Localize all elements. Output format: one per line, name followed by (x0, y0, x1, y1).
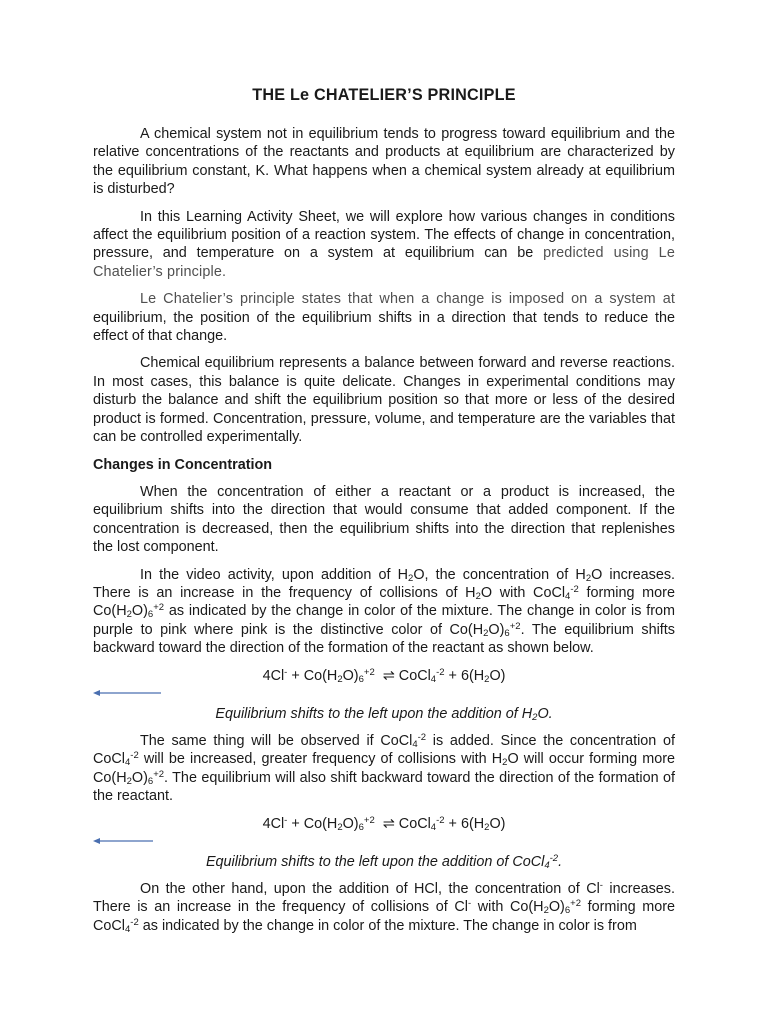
paragraph-principle-statement (93, 290, 675, 345)
left-arrow-icon (93, 837, 155, 845)
left-arrow-icon (93, 689, 163, 697)
paragraph-cocl4-added: The same thing will be observed if CoCl$_4^{-2}$ is added. Since the concentration of CoCl$_4^{-2}$ will be increased, greater frequency of collisions with $H_2O$ will occur forming more $Co(H_2O)_6^{+2}$. The equilibrium will also shift backward toward the direction of the formation of the reactant. (93, 731, 675, 805)
section-heading-concentration: Changes in Concentration (93, 456, 273, 473)
equation-caption-2 (93, 853, 675, 871)
equation-caption-1 (93, 705, 675, 723)
paragraph-learning-activity-text: In this Learning Activity Sheet, we will explore how various changes in conditions affect the equilibrium position of a reaction system. The effects of change in concentration, pressure, and temperature on a system at equilibrium can be (93, 208, 675, 262)
paragraph-intro: A chemical system not in equilibrium tends to progress toward equilibrium and the relative concentrations of the reactants and products at equilibrium are characterized by the equilibrium constant, K. What happens when a chemical system already at equilibrium is disturbed? (93, 126, 675, 198)
equation-caption-2-text: Equilibrium shifts to the left upon the addition of CoCl (205, 853, 545, 870)
equation-caption-2-subscript: 4 (544, 859, 550, 871)
equation-block-2 (93, 815, 675, 871)
paragraph-chemical-equilibrium: Chemical equilibrium represents a balance between forward and reverse reactions. In most cases, this balance is quite delicate. Changes in experimental conditions may disturb the balance and shift the equilibrium position so that more or less of the desired product is formed. Concentration, pressure, volume, and temperature are the variables that can be controlled experimentally. (93, 355, 675, 446)
paragraph-learning-activity-light-text: predicted using Le Chatelier’s principle. (93, 245, 675, 280)
equation-caption-2-end: . (558, 853, 563, 870)
equation-caption-1-end: O. (537, 705, 553, 722)
document-page (93, 86, 675, 944)
paragraph-concentration-change: When the concentration of either a reactant or a product is increased, the equilibrium shifts into the direction that would consume that added component. If the concentration is decreased, then the equilibrium shifts into the direction that replenishes the lost component. (93, 483, 675, 556)
equation-block-1 (93, 667, 675, 723)
chemical-equation-1: $4Cl^- + Co(H_2O)_6^{+2}$ ⇌ CoCl$_4^{-2}$ + $6(H_2O)$ (262, 666, 506, 685)
principle-statement-text: equilibrium, the position of the equilibrium shifts in a direction that tends to reduce the effect of that change. (93, 309, 675, 345)
chemical-equation-2: $4Cl^- + Co(H_2O)_6^{+2}$ ⇌ CoCl$_4^{-2}$ + $6(H_2O)$ (262, 814, 506, 833)
principle-statement-light-text: Le Chatelier’s principle states that when a change is imposed on a system at (140, 291, 675, 308)
document-title: THE Le CHATELIER’S PRINCIPLE (252, 86, 516, 104)
paragraph-hcl-added: On the other hand, upon the addition of HCl, the concentration of Cl- increases. There is an increase in the frequency of collisions of Cl- with $Co(H_2O)_6^{+2}$ forming more CoCl$_4^{-2}$ as indicated by the change in color of the mixture. The change in color is from (93, 880, 676, 935)
equation-caption-1-text: Equilibrium shifts to the left upon the addition of H (215, 705, 533, 722)
equation-caption-1-subscript: 2 (532, 711, 538, 723)
paragraph-learning-activity (93, 208, 675, 282)
equation-caption-2-superscript: -2 (549, 852, 559, 864)
paragraph-video-activity: In the video activity, upon addition of $H_2O$, the concentration of $H_2O$ increases. There is an increase in the frequency of collisions of $H_2O$ with CoCl$_4^{-2}$ forming more $Co(H_2O)_6^{+2}$ as indicated by the change in color of the mixture. The change in color is from purple to pink where pink is the distinctive color of $Co(H_2O)_6^{+2}$. The equilibrium shifts backward toward the direction of the formation of the reactant as shown below. (93, 566, 676, 657)
